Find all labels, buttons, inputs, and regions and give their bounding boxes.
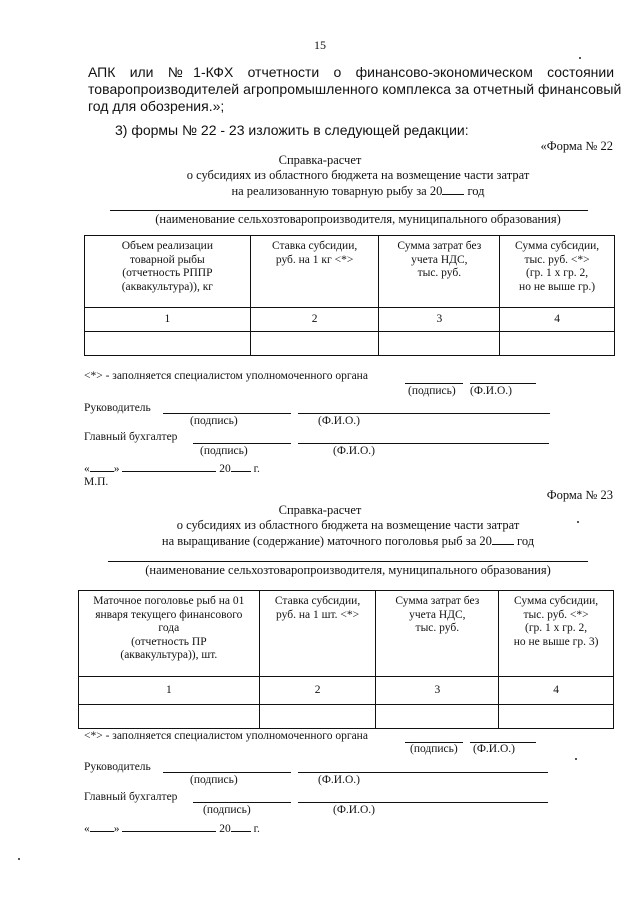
form23-acct-label: Главный бухгалтер xyxy=(84,791,178,803)
sign-line xyxy=(405,383,463,384)
acct-fio-caption: (Ф.И.О.) xyxy=(333,804,375,816)
header-line: учета НДС, xyxy=(409,608,466,621)
form22-table xyxy=(84,235,615,356)
month-blank xyxy=(122,460,216,472)
intro-word: №1-КФХ xyxy=(167,64,234,80)
head-fio-caption: (Ф.И.О.) xyxy=(318,774,360,786)
header-line: (аквакультура)), кг xyxy=(121,280,214,293)
header-line: товарной рыбы xyxy=(129,253,205,266)
org-name-line xyxy=(110,210,588,211)
date-quote: « xyxy=(84,463,90,475)
header-line: (отчетность РППР xyxy=(122,267,213,279)
scan-speck xyxy=(18,858,20,860)
header-cell xyxy=(376,591,499,677)
form22-head-label: Руководитель xyxy=(84,402,151,414)
acct-fio-caption: (Ф.И.О.) xyxy=(333,445,375,457)
form23-subtitle-2 xyxy=(0,533,640,549)
form22-subtitle-1: о субсидиях из областного бюджета на возмещение части затрат xyxy=(186,168,530,182)
input-cell[interactable] xyxy=(499,705,614,729)
date-quote: » xyxy=(113,823,120,835)
form23-table xyxy=(78,590,614,729)
date-year: 20 xyxy=(219,823,231,835)
note-fio-caption: (Ф.И.О.) xyxy=(473,743,515,755)
input-cell[interactable] xyxy=(376,705,499,729)
form23-title: Справка-расчет xyxy=(278,503,362,517)
month-blank xyxy=(122,820,216,832)
header-cell xyxy=(500,236,615,308)
year-blank xyxy=(231,460,251,472)
column-number: 3 xyxy=(379,308,500,332)
head-sign-caption: (подпись) xyxy=(190,774,238,786)
header-line: тыс. руб. <*> xyxy=(523,608,589,621)
header-line: года xyxy=(158,622,180,634)
header-line: но не выше гр. 3) xyxy=(513,635,599,648)
form22-stamp: М.П. xyxy=(84,476,109,488)
table-header-row xyxy=(79,591,614,677)
table-input-row xyxy=(79,705,614,729)
acct-sign-caption: (подпись) xyxy=(200,445,248,457)
acct-fio-line xyxy=(298,443,549,444)
note-sign-caption: (подпись) xyxy=(408,385,456,397)
header-line: Сумма затрат без xyxy=(397,240,482,252)
form23-date xyxy=(84,820,260,835)
header-line: Сумма субсидии, xyxy=(514,595,599,607)
head-fio-line xyxy=(298,413,550,414)
date-quote: « xyxy=(84,823,90,835)
header-line: но не выше гр.) xyxy=(519,280,596,293)
table-number-row xyxy=(79,677,614,705)
form22-subtitle-2 xyxy=(0,183,640,199)
form22-date xyxy=(84,460,260,475)
scan-speck xyxy=(575,758,577,760)
header-line: (гр. 1 x гр. 2, xyxy=(525,622,588,634)
date-quote: » xyxy=(113,463,120,475)
intro-word: о xyxy=(333,64,342,80)
header-cell xyxy=(79,591,260,677)
column-number: 1 xyxy=(85,308,251,332)
scan-speck xyxy=(579,57,581,59)
column-number: 4 xyxy=(499,677,614,705)
head-sign-line xyxy=(163,413,291,414)
acct-sign-caption: (подпись) xyxy=(203,804,251,816)
acct-fio-line xyxy=(298,802,548,803)
header-line: Объем реализации xyxy=(121,240,213,252)
column-number: 2 xyxy=(259,677,376,705)
header-line: учета НДС, xyxy=(411,253,468,266)
head-fio-line xyxy=(298,772,548,773)
form22-subtitle-2-end: год xyxy=(464,184,485,198)
year-blank xyxy=(231,820,251,832)
intro-word: состоянии xyxy=(547,64,615,80)
column-number: 1 xyxy=(79,677,260,705)
header-line: Ставка субсидии, xyxy=(274,595,361,607)
column-number: 2 xyxy=(250,308,379,332)
header-line: Сумма субсидии, xyxy=(515,240,600,252)
form22-note: <*> - заполняется специалистом уполномоченного органа xyxy=(84,370,368,382)
header-line: Ставка субсидии, xyxy=(271,240,358,252)
column-number: 4 xyxy=(500,308,615,332)
form23-name-caption: (наименование сельхозтоваропроизводителя, муниципального образования) xyxy=(145,563,551,577)
header-cell xyxy=(379,236,500,308)
header-line: (аквакультура)), шт. xyxy=(120,649,218,661)
date-suffix: г. xyxy=(253,463,260,475)
header-cell xyxy=(85,236,251,308)
intro-word: АПК xyxy=(88,64,116,80)
scan-speck xyxy=(577,521,579,523)
year-blank xyxy=(442,183,464,195)
acct-sign-line xyxy=(193,802,291,803)
form23-note: <*> - заполняется специалистом уполномоченного органа xyxy=(84,730,368,742)
form23-subtitle-2-end: год xyxy=(513,534,535,548)
table-number-row xyxy=(85,308,615,332)
form23-subtitle-1: о субсидиях из областного бюджета на возмещение части затрат xyxy=(176,518,520,532)
date-suffix: г. xyxy=(253,823,260,835)
form23-subtitle-2-text: на выращивание (содержание) маточного поголовья рыб за 20 xyxy=(161,534,492,548)
header-line: (гр. 1 x гр. 2, xyxy=(526,267,589,279)
acct-sign-line xyxy=(193,443,291,444)
intro-word: финансово-экономическом xyxy=(355,64,533,80)
form22-title: Справка-расчет xyxy=(278,153,362,167)
form23-head-label: Руководитель xyxy=(84,761,151,773)
input-cell[interactable] xyxy=(500,332,615,356)
column-number: 3 xyxy=(376,677,499,705)
intro-line-3: год для обозрения.»; xyxy=(88,98,225,114)
form22-name-caption: (наименование сельхозтоваропроизводителя, муниципального образования) xyxy=(155,212,561,226)
form23-label: Форма № 23 xyxy=(546,488,613,502)
page-number: 15 xyxy=(314,38,326,52)
intro-word: или xyxy=(129,64,154,80)
intro-word: отчетности xyxy=(247,64,320,80)
table-input-row xyxy=(85,332,615,356)
form22-label: «Форма № 22 xyxy=(540,139,613,153)
header-cell xyxy=(259,591,376,677)
header-line: тыс. руб. xyxy=(417,267,462,279)
header-line: тыс. руб. xyxy=(415,622,460,634)
head-sign-caption: (подпись) xyxy=(190,415,238,427)
header-line: Маточное поголовье рыб на 01 xyxy=(93,595,245,607)
input-cell[interactable] xyxy=(250,332,379,356)
header-line: руб. на 1 кг <*> xyxy=(275,253,354,266)
form22-acct-label: Главный бухгалтер xyxy=(84,431,178,443)
day-blank xyxy=(90,820,114,832)
head-fio-caption: (Ф.И.О.) xyxy=(318,415,360,427)
day-blank xyxy=(90,460,114,472)
fio-line xyxy=(470,383,536,384)
intro-line-2: товаропроизводителей агропромышленного комплекса за отчетный финансовый xyxy=(88,81,622,97)
header-line: руб. на 1 шт. <*> xyxy=(276,608,360,621)
intro-line-1 xyxy=(88,64,614,81)
date-year: 20 xyxy=(219,463,231,475)
note-fio-caption: (Ф.И.О.) xyxy=(470,385,512,397)
header-line: января текущего финансового xyxy=(95,608,243,621)
input-cell[interactable] xyxy=(79,705,260,729)
org-name-line xyxy=(108,561,588,562)
intro-item-3: 3) формы № 22 - 23 изложить в следующей редакции: xyxy=(115,122,469,138)
input-cell[interactable] xyxy=(379,332,500,356)
note-sign-caption: (подпись) xyxy=(410,743,458,755)
head-sign-line xyxy=(163,772,291,773)
header-line: тыс. руб. <*> xyxy=(524,253,590,266)
input-cell[interactable] xyxy=(85,332,251,356)
header-line: (отчетность ПР xyxy=(131,635,207,648)
header-line: Сумма затрат без xyxy=(395,595,480,607)
header-cell xyxy=(499,591,614,677)
form22-subtitle-2-text: на реализованную товарную рыбу за 20 xyxy=(231,184,443,198)
year-blank xyxy=(492,533,514,545)
input-cell[interactable] xyxy=(259,705,376,729)
table-header-row xyxy=(85,236,615,308)
header-cell xyxy=(250,236,379,308)
